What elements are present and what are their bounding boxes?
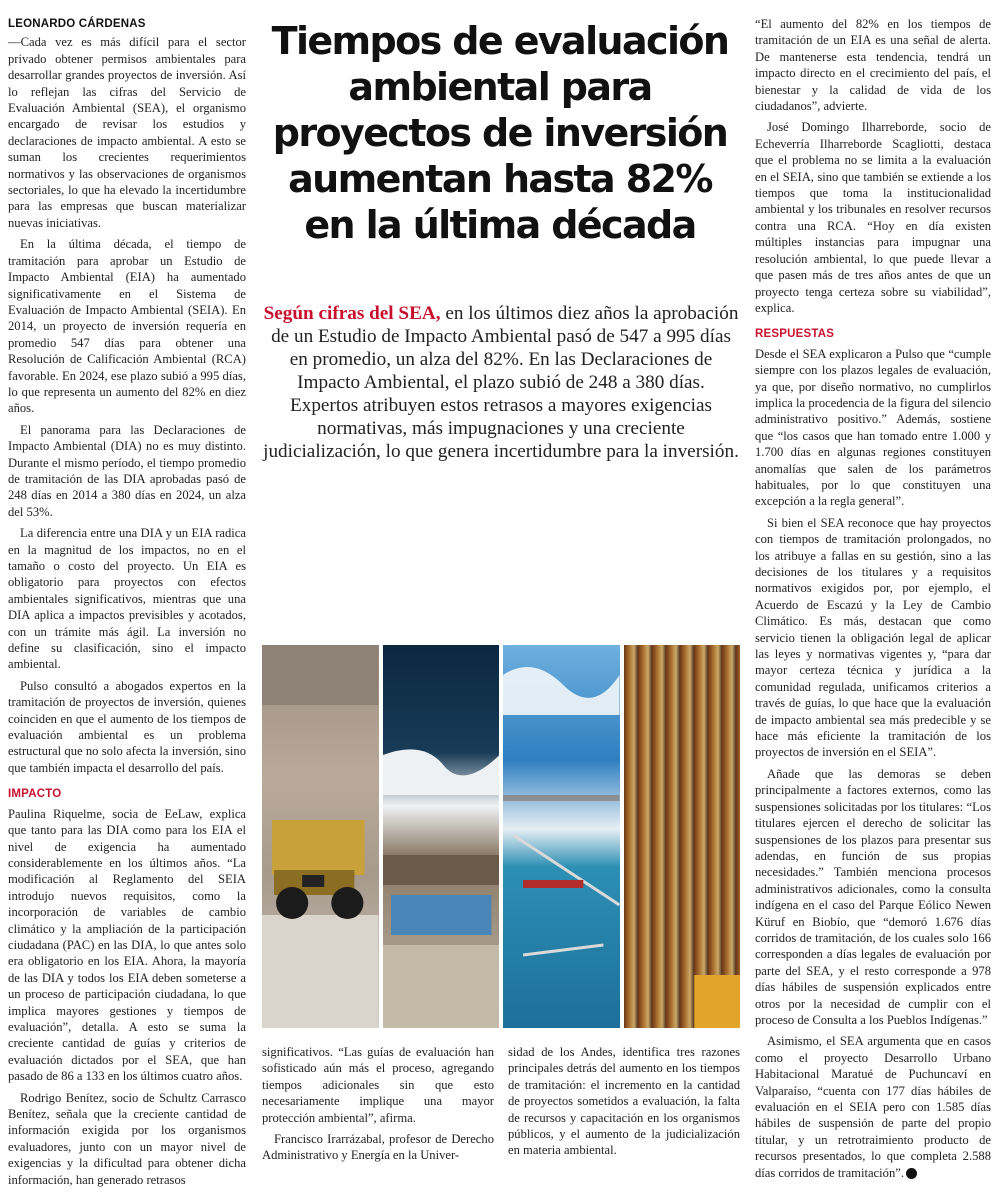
paragraph: El panorama para las Declaraciones de Impacto Ambiental (DIA) no es muy distinto. Durante el mismo período, el tiempo promedio de tramitación de las DIA aprobadas pasó de 248 días en 2014 a 380 días en 2024, un alza del 53%. [8, 422, 246, 519]
paragraph: “El aumento del 82% en los tiempos de tramitación de un EIA es una señal de alerta. De mantenerse esta tendencia, tendrá un impacto directo en el crecimiento del país, el bienestar y la calidad de vida de los ciudadanos”, advierte. [755, 17, 991, 114]
industrial-pipes-illustration [624, 645, 741, 1028]
paragraph: José Domingo Ilharreborde, socio de Echeverría Ilharreborde Scagliotti, destaca que el problema no se limita a la evaluación en el SEIA, sino que también se extiende a los tiempos que toma la institucionalidad ambiental y los tribunales en resolver recursos contra una RCA. “Hoy en día existen múltiples instancias para impugnar una resolución ambiental, lo que puede llevar a que pasen más de tres años antes de que un proyecto tenga certeza sobre su viabilidad”, explica. [755, 120, 991, 315]
headline-line: Tiempos de evaluación [271, 19, 729, 63]
port-pier-illustration [503, 645, 620, 1028]
end-mark-icon: P [906, 1168, 917, 1179]
column-3-bottom [508, 1044, 740, 1164]
mining-truck-illustration [262, 645, 379, 1028]
subheading-respuestas: RESPUESTAS [755, 328, 835, 341]
paragraph: Paulina Riquelme, socia de EeLaw, explica que tanto para las DIA como para los EIA el nivel de exigencia ha aumentado considerablemente en los últimos años. “La modificación al Reglamento del SEIA introdujo nuevos requisitos, como la incorporación de variables de cambio climático y la ampliación de la participación ciudadana (PAC) en las DIA, lo que antes solo era obligatorio en los EIA. Ahora, la mayoría de las DIA y todos los EIA deben someterse a un proceso de participación ciudadana, lo que implica mayores gestiones y tiempos de evaluación”, detalla. A esto se suma la creciente cantidad de guías y criterios de evaluación dictados por el SEA, que han pasado de 86 a 133 en los últimos cuatro años. [8, 806, 246, 1084]
coastline-illustration [383, 645, 500, 1028]
photo-panel-coastline [383, 645, 500, 1028]
paragraph: Desde el SEA explicaron a Pulso que “cumple siempre con los plazos legales de evaluación, ya que, por diseño normativo, no cumplirlos implica la procedencia de la figura del silencio administrativo positivo.” Además, sostiene que “los casos que han tomado entre 1.000 y 1.700 días en algunas regiones constituyen anomalías que salen de los parámetros habituales, por lo que constituyen una excepción a la regla general”. [755, 346, 991, 509]
paragraph: En la última década, el tiempo de tramitación para aprobar un Estudio de Impacto Ambiental (EIA) ha aumentado significativamente en el Sistema de Evaluación de Impacto Ambiental (SEIA). En 2014, un proyecto de inversión requería en promedio 547 días para obtener una Resolución de Calificación Ambiental (RCA) favorable. En 2024, ese plazo subió a 995 días, lo que representa un aumento del 82% en diez años. [8, 237, 246, 416]
lede-text: en los últimos diez años la aprobación de un Estudio de Impacto Ambiental pasó de 547 a 995 días en promedio, un alza del 82%. En las Declaraciones de Impacto Ambiental, el plazo subió de 248 a 380 días. Expertos atribuyen estos retrasos a mayores exigencias normativas, más impugnaciones y una creciente judicialización, lo que genera incertidumbre para la inversión. [263, 303, 739, 462]
photo-panel-port-pier [503, 645, 620, 1028]
paragraph [755, 1033, 991, 1181]
subheading-impacto: IMPACTO [8, 788, 62, 801]
paragraph: Si bien el SEA reconoce que hay proyectos con tiempos de tramitación prolongados, no los atribuye a fallas en su gestión, sino a las decisiones de los titulares y a requisitos normativos exigidos por, por ejemplo, el Acuerdo de Escazú y la Ley de Cambio Climático. Es más, destacan que como servicio tienen la obligación legal de aplicar las leyes y normativas vigentes y, “para dar mayor certeza técnica y jurídica a la comunidad regulada, unificamos criterios a través de guías, lo que hace que la evaluación de impacto ambiental sea más predecible y se hace más eficiente la tramitación de los proyectos de inversión en el SEIA”. [755, 515, 991, 760]
paragraph: La diferencia entre una DIA y un EIA radica en la magnitud de los impactos, no en el tamaño o costo del proyecto. Un EIA es obligatorio para proyectos con efectos ambientales significativos, mientras que una DIA aplica a impactos previsibles y acotados, con un trámite más ágil. La inversión no define su clasificación, sino el impacto ambiental. [8, 526, 246, 672]
headline-line: ambiental para [348, 65, 652, 109]
paragraph: Añade que las demoras se deben principalmente a factores externos, como las suspensiones solicitadas por los titulares: “Los titulares ejercen el derecho de solicitar las suspensiones de los plazos para presentar sus adendas, en función de sus propias necesidades.” También menciona procesos administrativos adicionales, como la consulta indígena en el caso del Parque Eólico Newen Küruf en Biobío, que “demoró 1.676 días corridos de tramitación, de los cuales solo 166 corresponden a días legales de evaluación por parte del SEA, y el resto corresponde a 978 días hábiles de suspensión explicados entre otros por la necesidad de cumplir con el proceso de Consulta a los Pueblos Indígenas.” [755, 766, 991, 1027]
paragraph: —Cada vez es más difícil para el sector privado obtener permisos ambientales para desarrollar grandes proyectos de inversión. Así lo reflejan las cifras del Servicio de Evaluación Ambiental (SEA), el organismo encargado de revisar los estudios y declaraciones de impacto ambiental. A esto se suman los crecientes requerimientos normativos y las observaciones de organismos sectoriales, lo que ha elevado la incertidumbre para las empresas que buscan materializar nuevas iniciativas. [8, 35, 246, 230]
photo-panel-industrial-pipes [624, 645, 741, 1028]
headline [258, 18, 742, 248]
paragraph: sidad de los Andes, identifica tres razones principales detrás del aumento en los tiempos de tramitación: el incremento en la cantidad de proyectos sometidos a evaluación, la falta de recursos y capacitación en los organismos públicos, y el aumento de la judicialización en materia ambiental. [508, 1045, 740, 1158]
column-2-bottom [262, 1044, 494, 1169]
headline-line: proyectos de inversión [272, 111, 728, 155]
paragraph: Rodrigo Benítez, socio de Schultz Carrasco Benítez, señala que la creciente cantidad de información exigida por los organismos evaluadores, junto con un mayor nivel de exigencias y la dificultad para obtener dicha información, han generado retrasos [8, 1090, 246, 1187]
headline-line: aumentan hasta 82% [288, 157, 712, 201]
column-4 [755, 16, 991, 1186]
photo-collage [262, 645, 740, 1028]
paragraph: significativos. “Las guías de evaluación han sofisticado aún más el proceso, agregando tiempos adicionales sin que esto necesariamente implique una mayor protección ambiental”, afirma. [262, 1045, 494, 1125]
paragraph: Pulso consultó a abogados expertos en la tramitación de proyectos de inversión, quienes coinciden en que el aumento de los tiempos de evaluación ambiental es un problema estructural que no solo afecta la inversión, sino que también impacta el desarrollo del país. [8, 678, 246, 775]
photo-panel-mining-truck [262, 645, 379, 1028]
headline-line: en la última década [304, 203, 696, 247]
lede-lead: Según cifras del SEA, [263, 303, 441, 324]
byline: LEONARDO CÁRDENAS [8, 18, 146, 30]
lede [262, 302, 740, 463]
paragraph: Francisco Irarrázabal, profesor de Derecho Administrativo y Energía en la Univer- [262, 1132, 494, 1163]
paragraph-text: Asimismo, el SEA argumenta que en casos como el proyecto Desarrollo Urbano Habitacional Maratué de Puchuncaví en Valparaíso, “cuenta con 177 días hábiles de evaluación en el SEIA pero con 1.585 días hábiles de suspensión de parte del propio titular, y un retrotraimiento producto de recursos presentados, lo que completa 2.588 días corridos de tramitación”. [755, 1034, 991, 1180]
column-1 [8, 16, 246, 1193]
